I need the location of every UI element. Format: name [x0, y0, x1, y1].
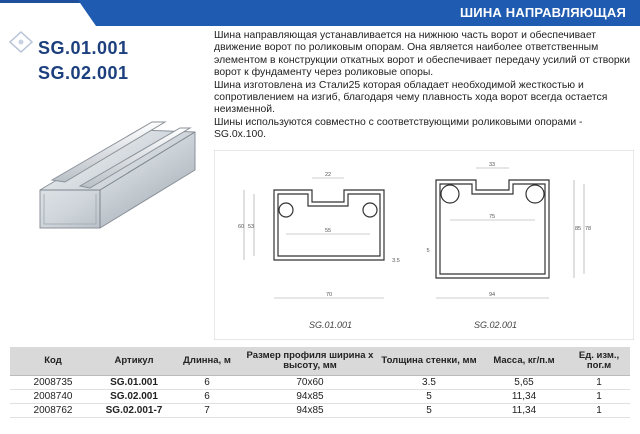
column-header: Артикул [96, 347, 172, 376]
dim-label: 53 [247, 224, 255, 230]
technical-drawings [214, 150, 634, 340]
cell-unit: 1 [568, 404, 630, 418]
column-header: Ед. изм., пог.м [568, 347, 630, 376]
dim-label: 60 [237, 224, 245, 230]
drawing-sg01 [274, 190, 384, 260]
product-code: SG.02.001 [38, 63, 129, 83]
dim-label: 5 [426, 248, 430, 254]
column-header: Длинна, м [172, 347, 242, 376]
column-header: Масса, кг/п.м [480, 347, 568, 376]
cell-size: 70х60 [242, 376, 378, 390]
cell-thickness: 5 [378, 404, 480, 418]
dim-label: 75 [488, 214, 496, 220]
description [214, 30, 630, 142]
dim-label: 55 [324, 228, 332, 234]
cell-article: SG.01.001 [96, 376, 172, 390]
cell-article: SG.02.001 [96, 390, 172, 404]
description-paragraph: Шина направляющая устанавливается на нижнюю часть ворот и обеспечивает движение ворот по роликовым опорам. Она является наиболее ответственным элементом в конструкции откатных ворот и обеспечивает передачу усилий от створки ворот к фундаменту через роликовые опоры. [214, 30, 631, 79]
cell-thickness: 5 [378, 390, 480, 404]
cell-length: 6 [172, 390, 242, 404]
cell-code: 2008740 [10, 390, 96, 404]
dim-label: 78 [584, 226, 592, 232]
cell-size: 94х85 [242, 390, 378, 404]
column-header: Код [10, 347, 96, 376]
dim-label: 94 [488, 292, 496, 298]
cell-length: 6 [172, 376, 242, 390]
cell-mass: 11,34 [480, 390, 568, 404]
column-header: Толщина стенки, мм [378, 347, 480, 376]
drawing-caption: SG.02.001 [474, 320, 518, 330]
product-code: SG.01.001 [38, 38, 129, 58]
cell-size: 94х85 [242, 404, 378, 418]
rail-profile-image [30, 110, 200, 250]
page-title: ШИНА НАПРАВЛЯЮЩАЯ [460, 5, 626, 20]
table-row [10, 390, 630, 404]
cell-code: 2008735 [10, 376, 96, 390]
cell-article: SG.02.001-7 [96, 404, 172, 418]
document-corner-icon [8, 30, 34, 54]
dim-label: 33 [488, 162, 496, 168]
cell-mass: 5,65 [480, 376, 568, 390]
drawing-sg02 [436, 180, 549, 278]
cell-code: 2008762 [10, 404, 96, 418]
table-row [10, 404, 630, 418]
column-header: Размер профиля ширина х высоту, мм [242, 347, 378, 376]
table-header-row [10, 347, 630, 376]
cell-length: 7 [172, 404, 242, 418]
spec-table [10, 347, 630, 418]
table-row [10, 376, 630, 390]
header-bar [0, 0, 640, 26]
drawing-caption: SG.01.001 [309, 320, 353, 330]
cell-thickness: 3.5 [378, 376, 480, 390]
description-paragraph: Шина изготовлена из Стали25 которая обладает необходимой жесткостью и сопротивлением на изгиб, благодаря чему плавность хода ворот всегда остается неизменной. [214, 79, 608, 116]
cell-unit: 1 [568, 376, 630, 390]
description-paragraph: Шины используются совместно с соответствующими роликовыми опорами - SG.0x.100. [214, 116, 583, 141]
spec-table-wrap [0, 347, 640, 418]
cell-unit: 1 [568, 390, 630, 404]
dim-label: 22 [324, 172, 332, 178]
dim-label: 3.5 [392, 258, 400, 264]
cell-mass: 11,34 [480, 404, 568, 418]
dim-label: 85 [574, 226, 582, 232]
dim-label: 70 [325, 292, 333, 298]
header-band [96, 0, 640, 26]
